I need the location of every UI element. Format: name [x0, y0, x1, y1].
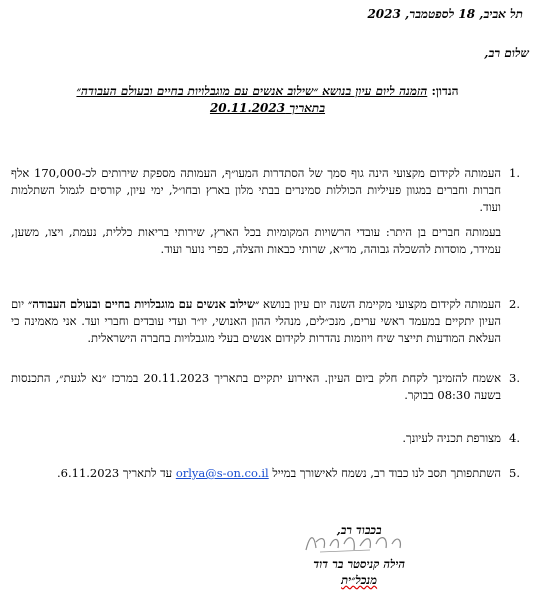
item-5-paragraph [11, 465, 501, 482]
item-number: 2. [509, 297, 520, 311]
item-2-text-pre: העמותה לקידום מקצועי מקיימת השנה יום עיון בנושא [259, 297, 501, 311]
item-2-paragraph [11, 296, 501, 347]
item-5-text-post: עד לתאריך 6.11.2023. [57, 466, 176, 480]
item-2-event-title: ״שילוב אנשים עם מוגבלויות בחיים ובעולם העבודה״ [27, 297, 260, 311]
item-number: 5. [509, 466, 520, 480]
list-item-5 [11, 465, 523, 482]
item-3-paragraph: אשמח להזמינך לקחת חלק ביום העיון. האירוע יתקיים בתאריך 20.11.2023 במרכז ״נא לגעת״, התכנסות בשעה 08:30 בבוקר. [11, 371, 501, 402]
item-1-paragraph-1: העמותה לקידום מקצועי הינה גוף סמך של הסתדרות המעו״ף, העמותה מספקת שירותים לכ-170,000 אלף חברות וחברים במגוון פעיליות הכוללות סמינרים בבתי מלון בארץ ובחו״ל, ימי עיון, קורסים לגמול השתלמות ועוד. [11, 166, 501, 214]
subject-date: בתאריך 20.11.2023 [209, 101, 326, 115]
list-item-2 [11, 296, 523, 347]
item-4-paragraph: מצורפת תכניה לעיונך. [402, 431, 501, 445]
subject-block [10, 83, 525, 117]
letter-date: תל אביב, 18 לספטמבר, 2023 [367, 7, 523, 21]
subject-label: הנדון: [431, 84, 459, 98]
list-item-1 [11, 165, 523, 258]
item-number: 3. [509, 371, 520, 385]
item-1-paragraph-2: בעמותה חברים בן היתר: עובדי הרשויות המקומיות בכל הארץ, שירותי בריאות כללית, נעמת, ויצו, משען, עמידר, מוסדות להשכלה גבוהה, מד״א, שרותי כבאות והצלה, כפרי נוער ועוד. [11, 225, 501, 256]
subject-title: הזמנה ליום עיון בנושא ״שילוב אנשים עם מוגבלויות בחיים ובעולם העבודה״ [76, 84, 428, 98]
email-link[interactable]: orlya@s-on.co.il [175, 466, 269, 480]
item-number: 4. [509, 431, 520, 445]
signer-name: הילה קניסטר בר דוד [313, 557, 405, 571]
item-5-text-pre: השתתפותך תסב לנו כבוד רב, נשמח לאישורך במייל [268, 466, 501, 480]
item-number: 1. [509, 166, 520, 180]
item-2-text-post: יום העיון יתקיים במעמד ראשי ערים, מנכ״לים, מנהלי ההון האנושי, יו״ר ועדי עובדים וחברי ועד. אני מאמינה כי העלאת המודעות תייצר שיח ויוזמות נהדרות לקידום אנשים בעלי מוגבלויות בחברה הישראלית. [11, 297, 501, 345]
signer-title: מנכל״ית [341, 573, 378, 587]
closing-regards: בכבוד רב, [336, 523, 382, 537]
list-item-4 [11, 430, 523, 447]
greeting: שלום רב, [484, 46, 529, 60]
handwritten-signature [300, 526, 410, 560]
list-item-3 [11, 370, 523, 404]
subject-line [10, 83, 525, 100]
